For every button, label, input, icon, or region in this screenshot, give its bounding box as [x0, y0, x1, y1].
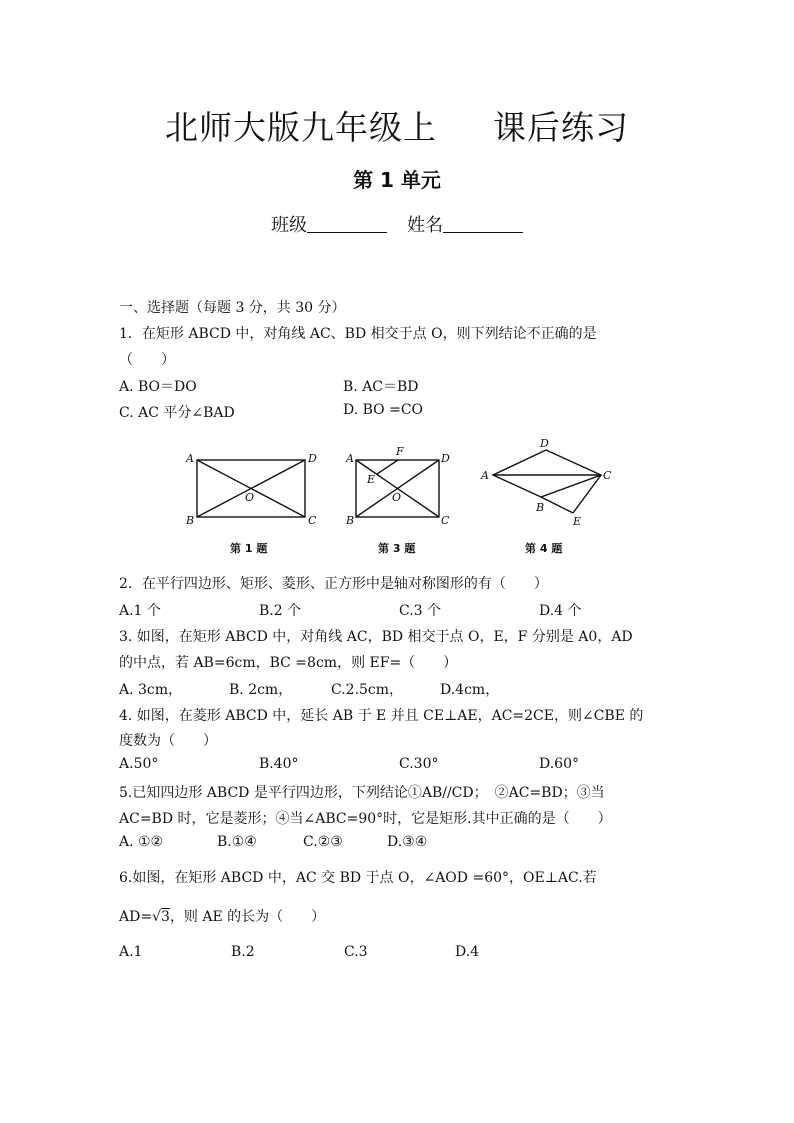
section-heading: 一、选择题（每题 3 分，共 30 分） [119, 300, 346, 316]
q2-option-b: B.2 个 [259, 603, 302, 619]
q4-option-d: D.60° [539, 756, 579, 772]
q6-option-d: D.4 [455, 944, 480, 960]
q6-option-b: B.2 [231, 944, 255, 960]
class-label: 班级 [271, 215, 307, 236]
fig4-label-b: B [536, 501, 545, 514]
q1-option-d: D. BO =CO [343, 402, 424, 418]
q4-option-b: B.40° [259, 756, 299, 772]
q6-line2-pre: AD= [119, 909, 153, 925]
sqrt-sign: √ [152, 909, 161, 925]
fig3-label-e: E [367, 473, 376, 486]
fig4-label-d: D [540, 437, 549, 450]
fig3-label-c: C [441, 514, 450, 527]
q3-option-d: D.4cm， [440, 682, 500, 698]
q1-option-c: C. AC 平分∠BAD [119, 405, 235, 421]
q5-line1: 5.已知四边形 ABCD 是平行四边形，下列结论①AB//CD； ②AC=BD；③当 [119, 785, 605, 801]
fig3-label-o: O [392, 491, 402, 504]
q4-option-c: C.30° [399, 756, 439, 772]
fig3-segment-ef [377, 460, 398, 474]
fig4-label-e: E [573, 515, 582, 528]
fig4-label-c: C [603, 469, 612, 482]
q4-line1: 4. 如图，在菱形 ABCD 中，延长 AB 于 E 并且 CE⊥AE，AC=2CE，则∠CBE 的 [119, 708, 644, 724]
fig4-extension-be [541, 497, 573, 513]
geometry-figures [170, 432, 620, 557]
q4-line2: 度数为（ ） [119, 733, 217, 749]
q5-option-c: C.②③ [303, 834, 343, 850]
q3-line2: 的中点，若 AB=6cm，BC =8cm，则 EF=（ ） [119, 655, 458, 671]
fig1-caption: 第 1 题 [230, 542, 268, 555]
q5-option-d: D.③④ [387, 834, 428, 850]
title-right: 课后练习 [493, 108, 629, 147]
q6-line2 [119, 906, 325, 926]
unit-heading: 第 1 单元 [353, 168, 441, 192]
student-info [0, 211, 794, 237]
q5-line2: AC=BD 时，它是菱形；④当∠ABC=90°时，它是矩形.其中正确的是（ ） [119, 811, 612, 827]
q3-option-b: B. 2cm， [229, 682, 293, 698]
fig3-label-a: A [346, 452, 354, 465]
q3-line1: 3. 如图，在矩形 ABCD 中，对角线 AC，BD 相交于点 O，E，F 分别是 A0，AD [119, 629, 633, 645]
fig3-label-f: F [396, 445, 404, 458]
fig4-label-a: A [481, 469, 489, 482]
q1-text: 1．在矩形 ABCD 中，对角线 AC、BD 相交于点 O，则下列结论不正确的是 [119, 326, 597, 342]
q6-option-a: A.1 [119, 944, 143, 960]
name-label: 姓名 [407, 215, 443, 236]
q2-option-c: C.3 个 [399, 603, 442, 619]
q5-option-b: B.①④ [217, 834, 257, 850]
fig3-label-b: B [346, 514, 355, 527]
name-blank[interactable] [443, 214, 523, 233]
fig3-label-d: D [441, 452, 450, 465]
q6-line1: 6.如图，在矩形 ABCD 中，AC 交 BD 于点 O，∠AOD =60°，OE⊥AC.若 [119, 870, 597, 886]
fig3-caption: 第 3 题 [378, 542, 416, 555]
q3-option-c: C.2.5cm， [331, 682, 404, 698]
fig1-label-b: B [186, 514, 195, 527]
q6-option-c: C.3 [344, 944, 368, 960]
q2-option-d: D.4 个 [539, 603, 582, 619]
title-left: 北师大版九年级上 [165, 108, 437, 147]
fig4-rhombus [493, 450, 601, 497]
q2-text: 2．在平行四边形、矩形、菱形、正方形中是轴对称图形的有（ ） [119, 576, 548, 592]
fig1-label-c: C [308, 514, 317, 527]
q1-option-a: A. BO＝DO [119, 379, 197, 395]
page-title [0, 102, 794, 149]
q1-paren: （ ） [119, 352, 175, 368]
q6-line2-post: ，则 AE 的长为（ ） [169, 909, 326, 925]
class-blank[interactable] [307, 214, 387, 233]
q4-option-a: A.50° [119, 756, 159, 772]
fig1-label-a: A [186, 452, 194, 465]
fig4-caption: 第 4 题 [525, 542, 563, 555]
q1-option-b: B. AC＝BD [343, 379, 419, 395]
fig1-label-d: D [308, 452, 317, 465]
q6-radicand: 3 [161, 909, 170, 925]
q5-option-a: A. ①② [119, 834, 164, 850]
q2-option-a: A.1 个 [119, 603, 161, 619]
q3-option-a: A. 3cm， [119, 682, 183, 698]
fig1-label-o: O [245, 491, 255, 504]
